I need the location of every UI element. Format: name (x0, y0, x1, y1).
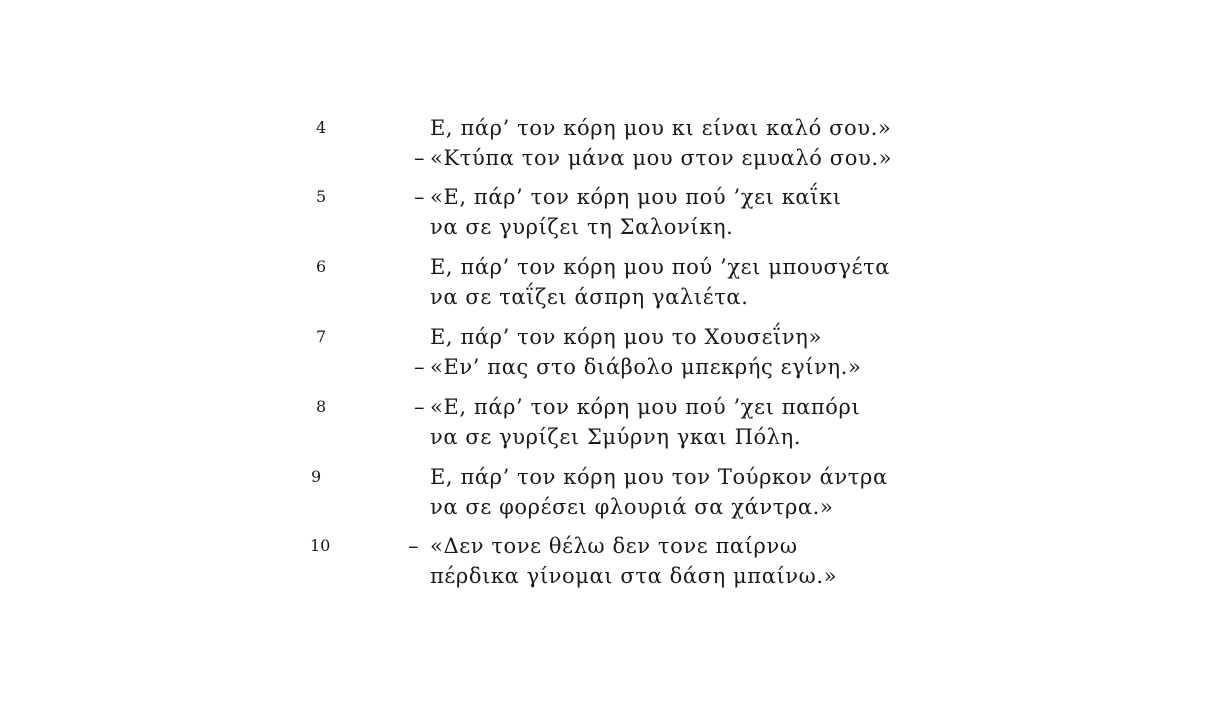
stanza-number: 6 (316, 257, 327, 276)
verse-line: να σε γυρίζει τη Σαλονίκη. (430, 215, 734, 239)
stanza-number: 7 (316, 327, 327, 346)
verse-line: «Ε, πάρ’ τον κόρη μου πού ’χει καΐκι (430, 185, 842, 209)
dialogue-dash: – (414, 185, 425, 209)
dialogue-dash: – (414, 395, 425, 419)
stanza-number: 9 (311, 467, 322, 486)
verse-line: πέρδικα γίνομαι στα δάση μπαίνω.» (430, 564, 838, 588)
dialogue-dash: – (408, 534, 419, 558)
verse-line: «Κτύπα τον μάνα μου στον εμυαλό σου.» (430, 146, 893, 170)
stanza-number: 5 (316, 187, 327, 206)
verse-line: Ε, πάρ’ τον κόρη μου τον Τούρκον άντρα (430, 465, 888, 489)
verse-line: Ε, πάρ’ τον κόρη μου κι είναι καλό σου.» (430, 116, 892, 140)
verse-line: «Ε, πάρ’ τον κόρη μου πού ’χει παπόρι (430, 395, 861, 419)
verse-line: να σε φορέσει φλουριά σα χάντρα.» (430, 495, 834, 519)
verse-line: «Δεν τονε θέλω δεν τονε παίρνω (430, 534, 798, 558)
verse-line: να σε γυρίζει Σμύρνη γκαι Πόλη. (430, 425, 802, 449)
verse-line: να σε ταΐζει άσπρη γαλιέτα. (430, 285, 749, 309)
stanza-number: 10 (310, 536, 331, 555)
dialogue-dash: – (414, 355, 425, 379)
dialogue-dash: – (414, 146, 425, 170)
stanza-number: 4 (316, 118, 327, 137)
verse-line: Ε, πάρ’ τον κόρη μου πού ’χει μπουσγέτα (430, 255, 891, 279)
verse-line: «Εν’ πας στο διάβολο μπεκρής εγίνη.» (430, 355, 862, 379)
stanza-number: 8 (316, 397, 327, 416)
verse-line: Ε, πάρ’ τον κόρη μου το Χουσεΐνη» (430, 325, 822, 349)
